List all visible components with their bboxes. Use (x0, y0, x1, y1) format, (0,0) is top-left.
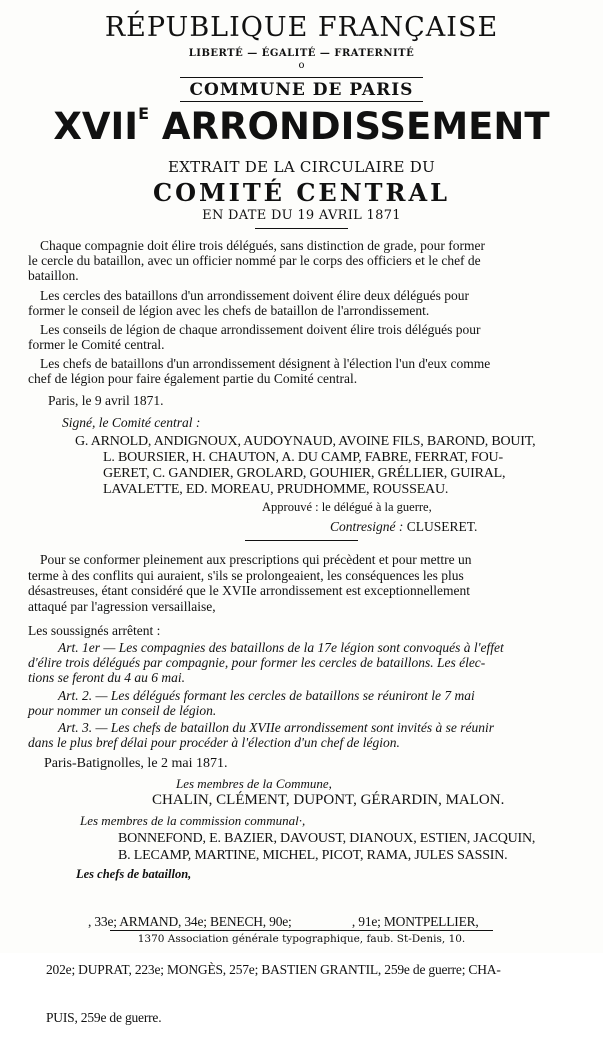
republique-heading: RÉPUBLIQUE FRANÇAISE (104, 12, 499, 43)
arrondissement-heading (0, 104, 603, 150)
section-rule-2 (245, 540, 358, 541)
section-rule-1 (255, 228, 348, 229)
devise: LIBERTÉ — ÉGALITÉ — FRATERNITÉ (188, 48, 415, 59)
arrondissement-sup: E (138, 104, 149, 123)
header-rule-bottom (180, 101, 423, 102)
circular-paragraph-1: Chaque compagnie doit élire trois délégués, sans distinction de grade, pour former le cercle du bataillon, avec un officier nommé par le corps des officiers et le chef de bataillon. (28, 238, 485, 283)
ornament: o (298, 60, 305, 71)
circular-paragraph-2: Les cercles des bataillons d'un arrondissement doivent élire deux délégués pour former le conseil de légion avec les chefs de bataillon de l'arrondissement. (28, 288, 470, 318)
membres-commune: CHALIN, CLÉMENT, DUPONT, GÉRARDIN, MALON. (152, 792, 505, 808)
arrete-place-date: Paris-Batignolles, le 2 mai 1871. (44, 756, 228, 771)
chefs-bataillon: , 33e; ARMAND, 34e; BENECH, 90e; , 91e; MONTPELLIER, 202e; DUPRAT, 223e; MONGÈS, 257e; BASTIEN GRANTIL, 259e de guerre; CHA- PUIS, 259e de guerre. (46, 914, 501, 1025)
imprimeur-line: 1370 Association générale typographique, faub. St-Denis, 10. (137, 933, 466, 945)
commission-members: BONNEFOND, E. BAZIER, DAVOUST, DIANOUX, ESTIEN, JACQUIN, B. LECAMP, MARTINE, MICHEL, PICOT, RAMA, JULES SASSIN. (118, 831, 536, 863)
signataires: G. ARNOLD, ANDIGNOUX, AUDOYNAUD, AVOINE FILS, BAROND, BOUIT, L. BOURSIER, H. CHAUTON, A. DU CAMP, FABRE, FERRAT, FOU- GERET, C. GANDIER, GROLARD, GOUHIER, GRÉLLIER, GUIRAL, LAVALETTE, ED. MOREAU, PRUDHOMME, ROUSSEAU. (75, 434, 536, 497)
circular-place-date: Paris, le 9 avril 1871. (48, 393, 164, 408)
article-3: Art. 3. — Les chefs de bataillon du XVIIe arrondissement sont invités à se réunir dans le plus bref délai pour procéder à l'élection d'un chef de légion. (28, 720, 494, 750)
circular-paragraph-3: Les conseils de légion de chaque arrondissement doivent élire trois délégués pour former le Comité central. (28, 322, 481, 352)
circular-paragraph-4: Les chefs de bataillons d'un arrondissement désignent à l'élection l'un d'eux comme chef de légion pour faire également partie du Comité central. (28, 356, 491, 386)
arrondissement-num: XVII (53, 105, 139, 148)
date-line: EN DATE DU 19 AVRIL 1871 (202, 208, 401, 223)
arrondissement-word: ARRONDISSEMENT (161, 105, 550, 148)
commission-label: Les membres de la commission communal·, (80, 813, 306, 828)
footer-rule (110, 930, 493, 931)
chefs-label: Les chefs de bataillon, (76, 867, 192, 881)
article-1: Art. 1er — Les compagnies des bataillons de la 17e légion sont convoqués à l'effet d'élire trois délégués par compagnie, pour former les cercles de bataillons. Les élec- tions se feront du 4 au 6 mai. (28, 640, 504, 685)
extrait-line: EXTRAIT DE LA CIRCULAIRE DU (167, 158, 436, 176)
signe-label: Signé, le Comité central : (62, 415, 201, 430)
approuve-line: Approuvé : le délégué à la guerre, (262, 500, 432, 514)
article-2: Art. 2. — Les délégués formant les cercles de bataillons se réuniront le 7 mai pour nommer un conseil de légion. (28, 688, 475, 718)
header-rule-top (180, 77, 423, 78)
comite-heading: COMITÉ CENTRAL (153, 178, 450, 207)
arrete-intro: Pour se conformer pleinement aux prescriptions qui précèdent et pour mettre un terme à des conflits qui auraient, s'ils se prolongeaient, les conséquences les plus désastreuses, étant considéré que le XVIIe arrondissement est exceptionnellement attaqué par l'agression versaillaise, (28, 552, 472, 614)
contresigne-line: Contresigné : CLUSERET. (330, 519, 478, 534)
membres-commune-label: Les membres de la Commune, (176, 776, 332, 791)
commune-heading: COMMUNE DE PARIS (189, 80, 414, 100)
soussignes-line: Les soussignés arrêtent : (28, 623, 161, 638)
